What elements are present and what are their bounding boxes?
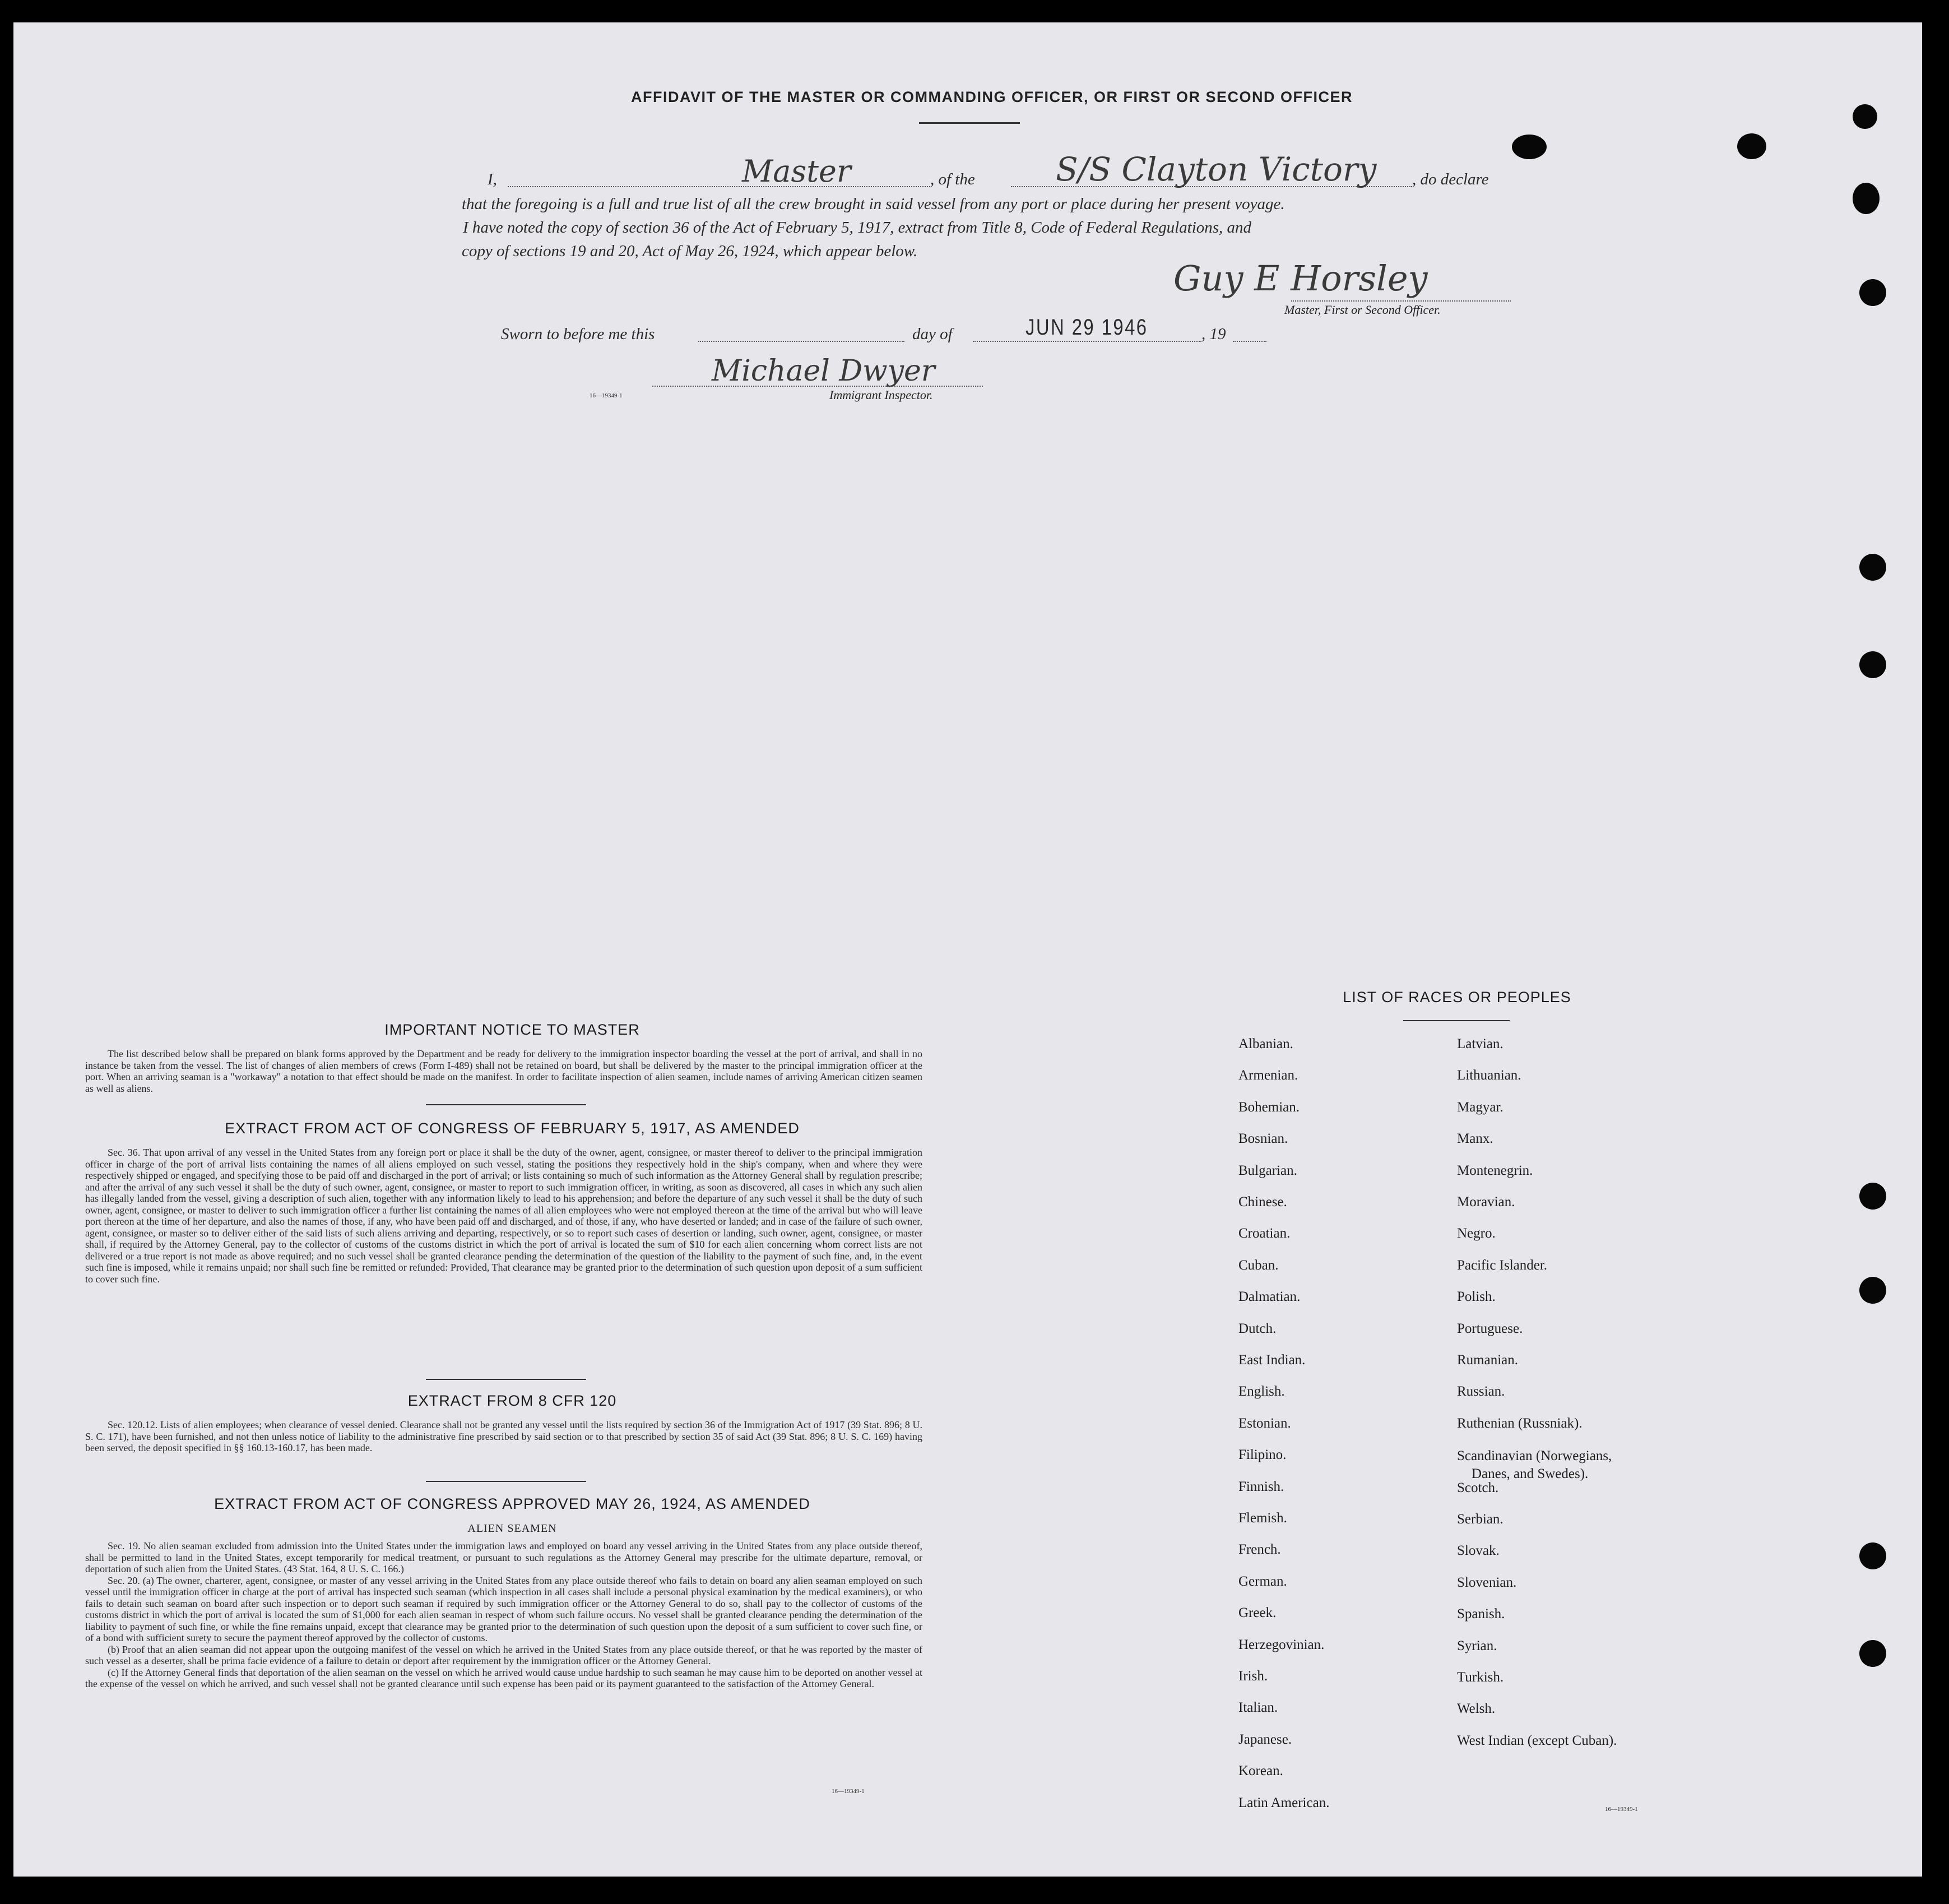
race-item: Polish. — [1457, 1289, 1496, 1305]
notice-text: The list described below shall be prepared on blank forms approved by the Department and be ready for delivery to the immigration inspector boarding the vessel at the port of arrival, and shall in no instance be taken from the vessel. The list of changes of alien members of crews (Form I-489) shall not be retained on board, but shall be delivered by the master to the principal immigration officer at the port. When an arriving seaman is a "workaway" a notation to that effect should be made on the manifest. In order to facilitate inspection of alien seamen, include names of arriving American citizen seamen as well as aliens. — [85, 1048, 922, 1094]
date-stamp: JUN 29 1946 — [1025, 315, 1148, 340]
race-item: West Indian (except Cuban). — [1457, 1732, 1617, 1748]
race-item: Manx. — [1457, 1131, 1493, 1147]
race-item: Korean. — [1238, 1763, 1283, 1779]
race-item: Slovak. — [1457, 1543, 1500, 1559]
race-item: Latin American. — [1238, 1795, 1330, 1810]
race-item: Chinese. — [1238, 1194, 1287, 1210]
race-item: Lithuanian. — [1457, 1068, 1521, 1083]
vessel-name-handwritten: S/S Clayton Victory — [1056, 150, 1377, 188]
affidavit-line3: I have noted the copy of section 36 of the Act of February 5, 1917, extract from Title 8, Code of Federal Regulations, and — [463, 219, 1252, 237]
race-item: Serbian. — [1457, 1512, 1503, 1527]
left-form-number: 16—19349-1 — [832, 1788, 865, 1795]
sworn-date-line — [973, 341, 1201, 342]
race-item: Finnish. — [1238, 1479, 1284, 1494]
race-item: Montenegrin. — [1457, 1162, 1533, 1178]
extract-1917-title: EXTRACT FROM ACT OF CONGRESS OF FEBRUARY 5, 1917, AS AMENDED — [225, 1120, 800, 1137]
race-item: French. — [1238, 1542, 1281, 1558]
sworn-day-line — [698, 341, 904, 342]
affidavit-title: AFFIDAVIT OF THE MASTER OR COMMANDING OFFICER, OR FIRST OR SECOND OFFICER — [631, 89, 1353, 105]
race-item: Scandinavian (Norwegians, — [1457, 1448, 1612, 1464]
race-item: Moravian. — [1457, 1194, 1515, 1210]
sworn-year-prefix: , 19 — [1201, 325, 1226, 343]
race-item: Turkish. — [1457, 1670, 1504, 1685]
inspector-line — [652, 386, 983, 387]
sworn-day-of: day of — [912, 325, 953, 343]
signature-caption: Master, First or Second Officer. — [1284, 303, 1441, 317]
race-item: Cuban. — [1238, 1257, 1279, 1273]
punch-hole — [1859, 1183, 1886, 1210]
race-item: Estonian. — [1238, 1415, 1291, 1431]
race-item: Danes, and Swedes). — [1472, 1466, 1589, 1482]
notice-title: IMPORTANT NOTICE TO MASTER — [384, 1021, 640, 1038]
affidavit-line4: copy of sections 19 and 20, Act of May 26, 1924, which appear below. — [462, 242, 918, 260]
extract-1924-title: EXTRACT FROM ACT OF CONGRESS APPROVED MAY 26, 1924, AS AMENDED — [214, 1495, 810, 1512]
extract-8cfr-title: EXTRACT FROM 8 CFR 120 — [407, 1392, 617, 1409]
race-item: Dalmatian. — [1238, 1289, 1301, 1305]
race-item: German. — [1238, 1573, 1287, 1589]
race-item: Latvian. — [1457, 1036, 1503, 1051]
extract-1917-text: Sec. 36. That upon arrival of any vessel in the United States from any foreign port or place it shall be the duty of the owner, agent, consignee, or master thereof to deliver to the principal immigration officer in charge of the port of arrival lists containing the names of all aliens employed on such vessel, stating the positions they respectively hold in the ship's company, when and where they were respectively shipped or engaged, and specifying those to be paid off and discharged in the port of arrival; or lists containing so much of such information as the Attorney General shall by regulation prescribe; and after the arrival of any such vessel it shall be the duty of such owner, agent, consignee, or master to report to such immigration officer, in writing, as soon as discovered, all cases in which any such alien has illegally landed from the vessel, giving a description of such alien, together with any information likely to lead to his apprehension; and before the departure of any such vessel it shall be the duty of such owner, agent, consignee, or master to deliver to such immigration officer a further list containing the names of all alien employees who were not employed thereon at the time of the arrival but who will leave port thereon at the time of her departure, and also the names of those, if any, who have been paid off and discharged, and of those, if any, who have deserted or landed; and in case of the failure of such owner, agent, consignee, or master so to deliver either of the said lists of such aliens arriving and departing, respectively, or so to report such cases of desertion or landing, such owner, agent, consignee, or master shall, if required by the Attorney General, pay to the collector of customs of the customs district in which the port of arrival is located the sum of $10 for each alien concerning whom correct lists are not delivered or a true report is not made as above required; and no such vessel shall be granted clearance pending the determination of the question of the liability to the payment of such fine, and, in the event such fine is imposed, while it remains unpaid; nor shall such fine be remitted or refunded: Provided, That clearance may be granted prior to the determination of such question upon deposit of a sum sufficient to cover such fine. — [85, 1147, 922, 1285]
title-rule — [919, 122, 1020, 124]
master-name-handwritten: Master — [742, 154, 851, 189]
race-item: Portuguese. — [1457, 1321, 1523, 1336]
punch-hole — [1859, 1277, 1886, 1304]
race-item: Spanish. — [1457, 1606, 1505, 1622]
affidavit-line2: that the foregoing is a full and true list of all the crew brought in said vessel from any port or place during her present voyage. — [462, 195, 1285, 213]
races-title: LIST OF RACES OR PEOPLES — [1343, 989, 1571, 1006]
race-item: Greek. — [1238, 1605, 1277, 1621]
sec-20a-text: Sec. 20. (a) The owner, charterer, agent, consignee, or master of any vessel arriving in the United States from any place outside thereof who fails to detain on board any alien seaman employed on such vessel until the immigration officer in charge at the port of arrival has inspected such seaman (which inspection in all cases shall include a personal physical examination by the medical examiners), or who fails to detain such seaman on board after such inspection or to deport such seaman if required by such immigration officer or the Attorney General to do so, shall pay to the collector of customs of the customs district in which the port of arrival is located the sum of $1,000 for each alien seaman in respect of whom such failure occurs. No vessel shall be granted clearance pending the determination of the liability to payment of such fine, or while the fine remains unpaid, except that clearance may be granted prior to the determination of such question upon the deposit of a sum sufficient to cover such fine, or of a bond with sufficient surety to secure the payment thereof approved by the collector of customs. — [85, 1574, 922, 1643]
punch-hole — [1859, 1640, 1886, 1667]
punch-hole — [1853, 183, 1880, 214]
inspector-caption: Immigrant Inspector. — [829, 388, 933, 402]
race-item: Scotch. — [1457, 1480, 1499, 1495]
race-item: Albanian. — [1238, 1036, 1293, 1051]
punch-hole — [1859, 279, 1886, 306]
document-page — [13, 22, 1922, 1877]
race-item: Slovenian. — [1457, 1574, 1517, 1590]
section-divider — [426, 1481, 586, 1482]
affidavit-of-the: , of the — [930, 170, 975, 188]
punch-hole — [1512, 135, 1547, 159]
race-item: Japanese. — [1238, 1731, 1292, 1747]
race-item: Italian. — [1238, 1700, 1278, 1716]
section-divider — [426, 1379, 586, 1380]
race-item: Magyar. — [1457, 1099, 1503, 1115]
race-item: Dutch. — [1238, 1321, 1277, 1336]
race-item: Flemish. — [1238, 1511, 1287, 1526]
sworn-prefix: Sworn to before me this — [501, 325, 655, 343]
punch-hole — [1859, 651, 1886, 678]
sworn-year-line — [1233, 341, 1266, 342]
extract-1924-body — [85, 1540, 922, 1690]
sec-20c-text: (c) If the Attorney General finds that deportation of the alien seaman on the vessel on which he arrived would cause undue hardship to such seaman he may cause him to be deported on another vessel at the expense of the vessel on which he arrived, and such vessel shall not be granted clearance until such expense has been paid or its payment guaranteed to the satisfaction of the Attorney General. — [85, 1666, 922, 1689]
race-item: Filipino. — [1238, 1447, 1287, 1463]
extract-8cfr-text: Sec. 120.12. Lists of alien employees; when clearance of vessel denied. Clearance shall not be granted any vessel until the lists required by section 36 of the Immigration Act of 1917 (39 Stat. 896; 8 U. S. C. 171), have been furnished, and not then unless notice of liability to the administrative fine prescribed by said section or to that prescribed by section 35 of said Act (39 Stat. 896; 8 U. S. C. 169) having been served, the deposit specified in §§ 160.13-160.17, has been made. — [85, 1419, 922, 1453]
extract-1924-subtitle: ALIEN SEAMEN — [467, 1522, 557, 1535]
race-item: East Indian. — [1238, 1352, 1306, 1368]
punch-hole — [1737, 133, 1766, 159]
punch-hole — [1859, 1542, 1886, 1569]
section-divider — [426, 1104, 586, 1105]
race-item: Herzegovinian. — [1238, 1637, 1325, 1652]
sec-19-text: Sec. 19. No alien seaman excluded from admission into the United States under the immigration laws and employed on board any vessel arriving in the United States from any place outside thereof, shall be permitted to land in the United States, except temporarily for medical treatment, or pursuant to such regulations as the Attorney General may prescribe for the ultimate departure, removal, or deportation of such alien from the United States. (43 Stat. 164, 8 U. S. C. 166.) — [85, 1540, 922, 1574]
affidavit-line1-prefix: I, — [488, 170, 497, 188]
race-item: Armenian. — [1238, 1068, 1298, 1083]
races-form-number: 16—19349-1 — [1605, 1806, 1638, 1813]
race-item: Rumanian. — [1457, 1352, 1519, 1368]
signature-line — [1291, 300, 1511, 302]
race-item: Welsh. — [1457, 1701, 1496, 1717]
race-item: Irish. — [1238, 1669, 1268, 1684]
master-signature: Guy E Horsley — [1173, 258, 1428, 299]
punch-hole — [1853, 104, 1877, 129]
punch-hole — [1859, 554, 1886, 581]
race-item: Negro. — [1457, 1226, 1496, 1241]
races-title-rule — [1403, 1020, 1510, 1021]
race-item: Bohemian. — [1238, 1099, 1300, 1115]
affidavit-form-number: 16—19349-1 — [590, 392, 623, 399]
race-item: Ruthenian (Russniak). — [1457, 1415, 1583, 1431]
affidavit-do-declare: , do declare — [1412, 170, 1489, 188]
race-item: Croatian. — [1238, 1226, 1291, 1241]
race-item: English. — [1238, 1384, 1285, 1400]
master-name-line — [508, 186, 930, 187]
race-item: Syrian. — [1457, 1638, 1497, 1653]
sec-20b-text: (b) Proof that an alien seaman did not appear upon the outgoing manifest of the vessel on which he arrived in the United States from any place outside thereof, or that he was reported by the master of such vessel as a deserter, shall be prima facie evidence of a failure to detain or deport after requirement by the immigration officer or the Attorney General. — [85, 1643, 922, 1666]
inspector-signature: Michael Dwyer — [712, 354, 935, 388]
race-item: Pacific Islander. — [1457, 1257, 1548, 1273]
race-item: Bosnian. — [1238, 1131, 1288, 1147]
race-item: Bulgarian. — [1238, 1162, 1297, 1178]
race-item: Russian. — [1457, 1384, 1505, 1400]
